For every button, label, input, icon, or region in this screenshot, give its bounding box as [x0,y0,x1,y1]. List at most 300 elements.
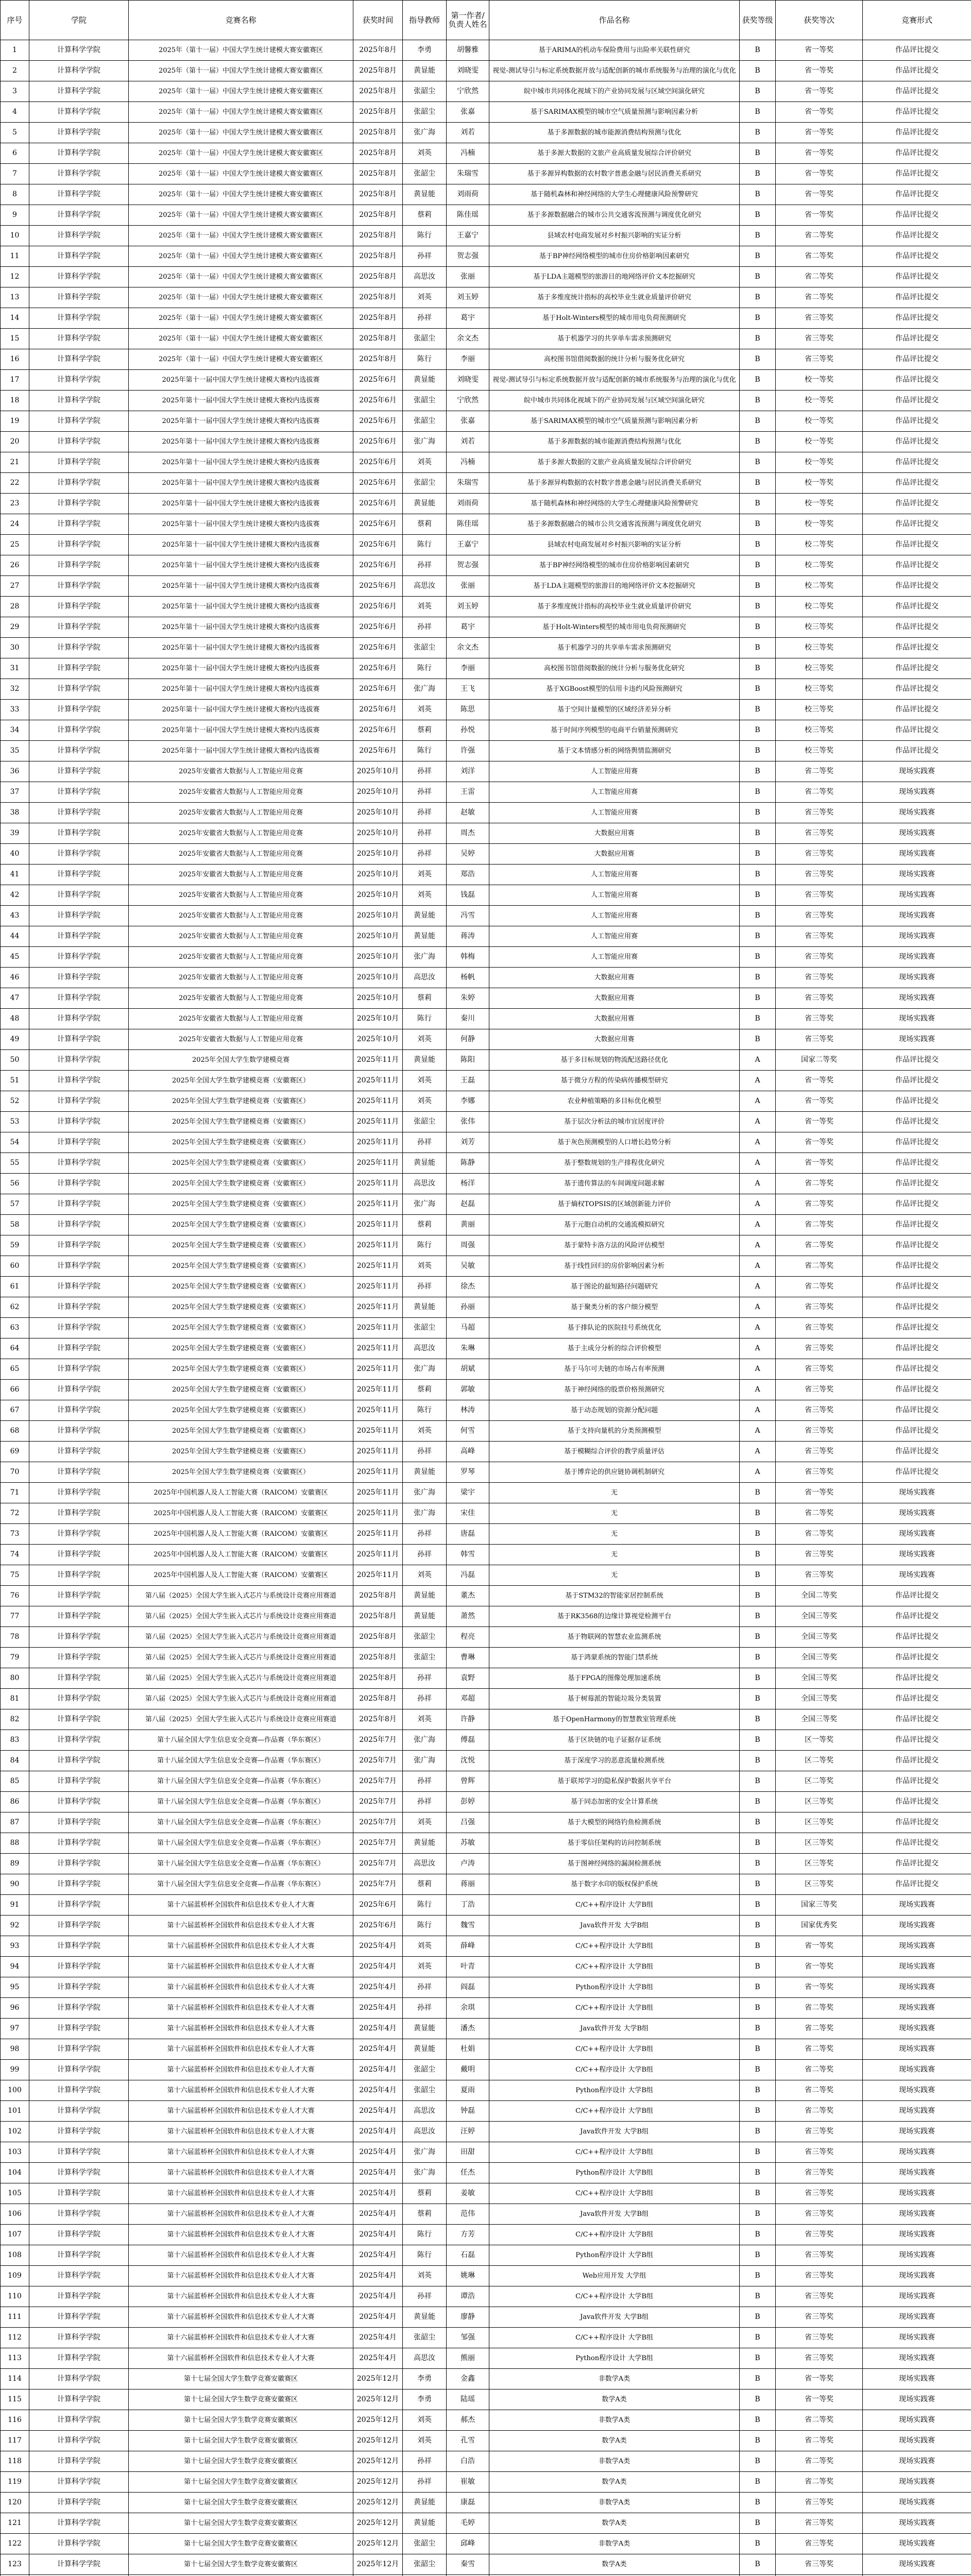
cell-advisor: 刘英 [403,143,447,164]
cell-index: 50 [1,1050,29,1071]
cell-advisor: 蔡莉 [403,2183,447,2204]
cell-college: 计算科学学院 [29,535,129,555]
table-row [1,143,971,164]
cell-award-level: B [740,617,776,638]
cell-award-date: 2025年8月 [353,102,403,123]
cell-award-rank: 校一等奖 [776,494,863,514]
cell-award-level: A [740,1235,776,1256]
cell-college: 计算科学学院 [29,2472,129,2493]
cell-award-rank: 省二等奖 [776,2431,863,2451]
cell-competition: 2025年第十一届中国大学生统计建模大赛校内选拔赛 [129,370,353,391]
cell-award-level: B [740,370,776,391]
cell-award-date: 2025年8月 [353,226,403,246]
cell-format: 现场实践赛 [863,2245,971,2266]
cell-college: 计算科学学院 [29,1421,129,1442]
cell-format: 作品评比提交 [863,597,971,617]
cell-college: 计算科学学院 [29,2493,129,2513]
cell-work-title: C/C++程序设计 大学B组 [489,1936,740,1957]
cell-format: 现场实践赛 [863,2142,971,2163]
cell-advisor: 孙祥 [403,2451,447,2472]
cell-competition: 2025年全国大学生数学建模竞赛（安徽赛区） [129,1091,353,1112]
cell-index: 108 [1,2245,29,2266]
cell-work-title: 大数据应用赛 [489,823,740,844]
cell-college: 计算科学学院 [29,2554,129,2575]
header-format: 竞赛形式 [863,1,971,40]
cell-work-title: 人工智能应用赛 [489,947,740,968]
cell-award-rank: 校三等奖 [776,679,863,700]
cell-index: 116 [1,2410,29,2431]
cell-college: 计算科学学院 [29,2225,129,2245]
cell-advisor: 刘英 [403,597,447,617]
cell-work-title: C/C++程序设计 大学B组 [489,2225,740,2245]
cell-competition: 第十六届蓝桥杯全国软件和信息技术专业人才大赛 [129,2266,353,2286]
cell-competition: 第十六届蓝桥杯全国软件和信息技术专业人才大赛 [129,2163,353,2183]
cell-index: 113 [1,2348,29,2369]
cell-work-title: C/C++程序设计 大学B组 [489,2328,740,2348]
cell-work-title: 基于主成分分析的综合评价模型 [489,1338,740,1359]
cell-work-title: C/C++程序设计 大学B组 [489,2101,740,2122]
cell-award-level: B [740,720,776,741]
cell-award-date: 2025年7月 [353,1771,403,1792]
cell-competition: 2025年第十一届中国大学生统计建模大赛校内选拔赛 [129,391,353,411]
cell-competition: 2025年（第十一届）中国大学生统计建模大赛安徽赛区 [129,226,353,246]
cell-advisor: 陈行 [403,658,447,679]
cell-format: 作品评比提交 [863,1668,971,1689]
cell-index: 91 [1,1895,29,1916]
cell-competition: 2025年安徽省大数据与人工智能应用竞赛 [129,1029,353,1050]
header-award-level: 获奖等级 [740,1,776,40]
cell-competition: 2025年第十一届中国大学生统计建模大赛校内选拔赛 [129,494,353,514]
cell-format: 作品评比提交 [863,184,971,205]
cell-format: 作品评比提交 [863,1277,971,1297]
cell-work-title: 基于灰色预测模型的人口增长趋势分析 [489,1132,740,1153]
cell-college: 计算科学学院 [29,2266,129,2286]
cell-college: 计算科学学院 [29,2307,129,2328]
cell-award-date: 2025年8月 [353,1606,403,1627]
cell-college: 计算科学学院 [29,2369,129,2389]
cell-index: 62 [1,1297,29,1318]
cell-format: 作品评比提交 [863,1071,971,1091]
cell-award-date: 2025年12月 [353,2534,403,2554]
cell-advisor: 刘英 [403,1957,447,1977]
cell-award-level: B [740,679,776,700]
table-row [1,2554,971,2575]
cell-competition: 第十八届全国大学生信息安全竞赛—作品赛（华东赛区） [129,1833,353,1854]
table-row [1,1359,971,1380]
cell-first-author: 赵磊 [447,1194,489,1215]
cell-award-date: 2025年10月 [353,823,403,844]
cell-competition: 第十七届全国大学生数学竞赛安徽赛区 [129,2410,353,2431]
header-index: 序号 [1,1,29,40]
table-row [1,555,971,576]
cell-award-rank: 省一等奖 [776,1483,863,1503]
cell-award-rank: 省一等奖 [776,61,863,81]
cell-college: 计算科学学院 [29,246,129,267]
cell-award-rank: 校一等奖 [776,452,863,473]
cell-competition: 2025年（第十一届）中国大学生统计建模大赛安徽赛区 [129,246,353,267]
cell-award-date: 2025年4月 [353,2348,403,2369]
cell-work-title: 基于神经网络的股票价格预测研究 [489,1380,740,1400]
cell-work-title: 基于Holt-Winters模型的城市用电负荷预测研究 [489,617,740,638]
cell-college: 计算科学学院 [29,1524,129,1545]
cell-award-level: B [740,184,776,205]
cell-competition: 2025年（第十一届）中国大学生统计建模大赛安徽赛区 [129,184,353,205]
table-row [1,102,971,123]
cell-work-title: Java软件开发 大学B组 [489,2204,740,2225]
cell-competition: 第八届（2025）全国大学生嵌入式芯片与系统设计竞赛应用赛道 [129,1668,353,1689]
cell-competition: 2025年安徽省大数据与人工智能应用竞赛 [129,988,353,1009]
cell-award-date: 2025年4月 [353,2060,403,2080]
cell-award-level: B [740,2554,776,2575]
cell-award-level: A [740,1215,776,1235]
cell-college: 计算科学学院 [29,720,129,741]
cell-award-rank: 省二等奖 [776,782,863,803]
cell-first-author: 刘若 [447,123,489,143]
cell-award-rank: 省一等奖 [776,102,863,123]
table-row [1,1215,971,1235]
cell-college: 计算科学学院 [29,2122,129,2142]
cell-college: 计算科学学院 [29,2183,129,2204]
cell-competition: 2025年第十一届中国大学生统计建模大赛校内选拔赛 [129,514,353,535]
cell-advisor: 刘英 [403,2410,447,2431]
cell-first-author: 唐磊 [447,1524,489,1545]
cell-advisor: 李勇 [403,40,447,61]
cell-work-title: 基于图神经网络的漏洞检测系统 [489,1854,740,1874]
cell-work-title: Java软件开发 大学B组 [489,1916,740,1936]
cell-format: 作品评比提交 [863,658,971,679]
cell-award-rank: 省一等奖 [776,1957,863,1977]
cell-award-rank: 省二等奖 [776,2410,863,2431]
cell-competition: 第十七届全国大学生数学竞赛安徽赛区 [129,2534,353,2554]
table-row [1,494,971,514]
cell-work-title: 基于时间序列模型的电商平台销量预测研究 [489,720,740,741]
cell-college: 计算科学学院 [29,1812,129,1833]
cell-college: 计算科学学院 [29,1029,129,1050]
cell-competition: 第十六届蓝桥杯全国软件和信息技术专业人才大赛 [129,2307,353,2328]
cell-award-date: 2025年12月 [353,2389,403,2410]
cell-index: 12 [1,267,29,287]
cell-award-rank: 全国三等奖 [776,1606,863,1627]
cell-index: 99 [1,2060,29,2080]
cell-award-rank: 省三等奖 [776,1442,863,1462]
cell-college: 计算科学学院 [29,1792,129,1812]
cell-award-level: A [740,1153,776,1174]
cell-college: 计算科学学院 [29,555,129,576]
cell-index: 109 [1,2266,29,2286]
cell-college: 计算科学学院 [29,1998,129,2019]
cell-advisor: 黄显能 [403,1606,447,1627]
cell-format: 作品评比提交 [863,1112,971,1132]
cell-format: 现场实践赛 [863,1565,971,1586]
table-row [1,720,971,741]
cell-first-author: 张嘉 [447,411,489,432]
cell-format: 现场实践赛 [863,2369,971,2389]
cell-index: 89 [1,1854,29,1874]
cell-award-rank: 区一等奖 [776,1730,863,1751]
cell-format: 现场实践赛 [863,1483,971,1503]
table-row [1,968,971,988]
cell-college: 计算科学学院 [29,1730,129,1751]
cell-index: 29 [1,617,29,638]
cell-college: 计算科学学院 [29,2101,129,2122]
cell-work-title: 非数学A类 [489,2534,740,2554]
cell-format: 现场实践赛 [863,2060,971,2080]
table-row [1,2122,971,2142]
cell-college: 计算科学学院 [29,2060,129,2080]
cell-advisor: 张广海 [403,123,447,143]
table-row [1,1565,971,1586]
cell-index: 7 [1,164,29,184]
cell-award-date: 2025年11月 [353,1400,403,1421]
cell-work-title: 基于区块链的电子证据存证系统 [489,1730,740,1751]
cell-format: 作品评比提交 [863,370,971,391]
table-row [1,267,971,287]
table-row [1,2328,971,2348]
cell-award-rank: 省二等奖 [776,2039,863,2060]
table-row [1,40,971,61]
cell-work-title: 基于随机森林和神经网络的大学生心理健康风险预警研究 [489,184,740,205]
cell-award-date: 2025年4月 [353,2183,403,2204]
cell-college: 计算科学学院 [29,1627,129,1648]
cell-competition: 2025年（第十一届）中国大学生统计建模大赛安徽赛区 [129,349,353,370]
cell-index: 45 [1,947,29,968]
cell-work-title: 数学A类 [489,2513,740,2534]
cell-format: 作品评比提交 [863,1730,971,1751]
table-row [1,1586,971,1606]
cell-first-author: 潘杰 [447,2019,489,2039]
cell-index: 81 [1,1689,29,1709]
cell-format: 作品评比提交 [863,1709,971,1730]
cell-award-level: B [740,2080,776,2101]
cell-college: 计算科学学院 [29,473,129,494]
cell-college: 计算科学学院 [29,926,129,947]
cell-first-author: 陈佳瑶 [447,514,489,535]
cell-award-rank: 省三等奖 [776,1462,863,1483]
cell-college: 计算科学学院 [29,1215,129,1235]
cell-advisor: 蔡莉 [403,1215,447,1235]
cell-award-level: A [740,1400,776,1421]
cell-award-rank: 省三等奖 [776,1338,863,1359]
cell-work-title: 大数据应用赛 [489,844,740,865]
cell-award-rank: 省三等奖 [776,2286,863,2307]
cell-award-date: 2025年8月 [353,329,403,349]
cell-award-date: 2025年10月 [353,844,403,865]
cell-advisor: 刘英 [403,885,447,906]
cell-index: 32 [1,679,29,700]
cell-competition: 第十六届蓝桥杯全国软件和信息技术专业人才大赛 [129,2039,353,2060]
cell-college: 计算科学学院 [29,40,129,61]
cell-advisor: 刘英 [403,1421,447,1442]
cell-college: 计算科学学院 [29,968,129,988]
table-row [1,782,971,803]
table-row [1,1545,971,1565]
table-row [1,1895,971,1916]
cell-index: 90 [1,1874,29,1895]
cell-award-date: 2025年10月 [353,761,403,782]
cell-award-date: 2025年7月 [353,1874,403,1895]
cell-award-rank: 省三等奖 [776,2163,863,2183]
cell-format: 作品评比提交 [863,1648,971,1668]
cell-award-date: 2025年11月 [353,1112,403,1132]
cell-award-level: B [740,205,776,226]
cell-award-date: 2025年11月 [353,1545,403,1565]
cell-award-level: B [740,2245,776,2266]
cell-competition: 2025年第十一届中国大学生统计建模大赛校内选拔赛 [129,720,353,741]
cell-award-date: 2025年8月 [353,349,403,370]
table-row [1,1442,971,1462]
cell-college: 计算科学学院 [29,1359,129,1380]
cell-advisor: 刘英 [403,287,447,308]
cell-award-level: B [740,2534,776,2554]
cell-advisor: 刘英 [403,1256,447,1277]
table-row [1,1709,971,1730]
table-row [1,452,971,473]
cell-competition: 2025年中国机器人及人工智能大赛（RAICOM）安徽赛区 [129,1483,353,1503]
table-row [1,1812,971,1833]
cell-award-date: 2025年4月 [353,2101,403,2122]
cell-work-title: Python程序设计 大学B组 [489,2348,740,2369]
cell-work-title: 基于XGBoost模型的信用卡违约风险预测研究 [489,679,740,700]
cell-index: 43 [1,906,29,926]
table-row [1,2431,971,2451]
cell-advisor: 刘英 [403,1812,447,1833]
cell-competition: 2025年（第十一届）中国大学生统计建模大赛安徽赛区 [129,143,353,164]
cell-format: 作品评比提交 [863,617,971,638]
cell-award-level: A [740,1297,776,1318]
cell-work-title: 皖中城市共同体化视域下的产业协同发展与区域空间演化研究 [489,81,740,102]
cell-award-rank: 省二等奖 [776,287,863,308]
cell-format: 作品评比提交 [863,741,971,761]
cell-first-author: 范伟 [447,2204,489,2225]
cell-format: 现场实践赛 [863,1936,971,1957]
cell-first-author: 白浩 [447,2451,489,2472]
table-row [1,865,971,885]
cell-format: 作品评比提交 [863,1194,971,1215]
cell-work-title: C/C++程序设计 大学B组 [489,1895,740,1916]
cell-advisor: 孙祥 [403,308,447,329]
cell-award-rank: 区三等奖 [776,1812,863,1833]
cell-index: 24 [1,514,29,535]
cell-work-title: C/C++程序设计 大学B组 [489,1957,740,1977]
cell-award-level: B [740,2060,776,2080]
cell-format: 现场实践赛 [863,844,971,865]
cell-award-rank: 全国三等奖 [776,1627,863,1648]
cell-award-rank: 省二等奖 [776,761,863,782]
table-row [1,246,971,267]
cell-award-level: A [740,1091,776,1112]
cell-college: 计算科学学院 [29,617,129,638]
cell-award-date: 2025年6月 [353,576,403,597]
cell-award-rank: 省三等奖 [776,2225,863,2245]
cell-index: 27 [1,576,29,597]
cell-award-rank: 省二等奖 [776,1215,863,1235]
cell-first-author: 彭婷 [447,1792,489,1812]
cell-advisor: 孙祥 [403,1545,447,1565]
cell-award-date: 2025年6月 [353,700,403,720]
cell-award-level: B [740,2266,776,2286]
cell-format: 作品评比提交 [863,1338,971,1359]
cell-work-title: 基于多维度统计指标的高校毕业生就业质量评价研究 [489,597,740,617]
cell-index: 57 [1,1194,29,1215]
cell-format: 作品评比提交 [863,123,971,143]
cell-first-author: 任杰 [447,2163,489,2183]
table-row [1,576,971,597]
cell-format: 作品评比提交 [863,308,971,329]
cell-format: 现场实践赛 [863,1009,971,1029]
cell-advisor: 高思汝 [403,1854,447,1874]
cell-index: 16 [1,349,29,370]
cell-competition: 2025年第十一届中国大学生统计建模大赛校内选拔赛 [129,576,353,597]
cell-award-date: 2025年6月 [353,720,403,741]
cell-work-title: 人工智能应用赛 [489,885,740,906]
cell-first-author: 曹琳 [447,1648,489,1668]
cell-index: 65 [1,1359,29,1380]
cell-format: 作品评比提交 [863,1174,971,1194]
table-row [1,2142,971,2163]
cell-college: 计算科学学院 [29,123,129,143]
cell-college: 计算科学学院 [29,1545,129,1565]
cell-index: 76 [1,1586,29,1606]
cell-work-title: 无 [489,1483,740,1503]
cell-award-date: 2025年11月 [353,1071,403,1091]
cell-award-date: 2025年10月 [353,988,403,1009]
cell-award-level: B [740,391,776,411]
cell-award-level: B [740,968,776,988]
table-row [1,535,971,555]
cell-competition: 第十六届蓝桥杯全国软件和信息技术专业人才大赛 [129,2142,353,2163]
cell-format: 作品评比提交 [863,287,971,308]
cell-award-rank: 省一等奖 [776,1153,863,1174]
cell-college: 计算科学学院 [29,1009,129,1029]
cell-first-author: 郑浩 [447,865,489,885]
cell-work-title: 基于STM32的智能家居控制系统 [489,1586,740,1606]
cell-competition: 第十六届蓝桥杯全国软件和信息技术专业人才大赛 [129,2183,353,2204]
cell-advisor: 黄显能 [403,370,447,391]
cell-first-author: 邱峰 [447,2534,489,2554]
cell-work-title: 数学A类 [489,2472,740,2493]
cell-advisor: 孙祥 [403,1277,447,1297]
cell-format: 现场实践赛 [863,2307,971,2328]
cell-award-rank: 省三等奖 [776,308,863,329]
cell-competition: 第十六届蓝桥杯全国软件和信息技术专业人才大赛 [129,1936,353,1957]
cell-competition: 第八届（2025）全国大学生嵌入式芯片与系统设计竞赛应用赛道 [129,1586,353,1606]
cell-first-author: 刘芳 [447,1132,489,1153]
cell-index: 74 [1,1545,29,1565]
cell-index: 47 [1,988,29,1009]
cell-format: 作品评比提交 [863,1874,971,1895]
cell-first-author: 杜娟 [447,2039,489,2060]
cell-format: 现场实践赛 [863,2266,971,2286]
cell-competition: 2025年第十一届中国大学生统计建模大赛校内选拔赛 [129,452,353,473]
table-row [1,370,971,391]
cell-competition: 2025年安徽省大数据与人工智能应用竞赛 [129,926,353,947]
cell-award-date: 2025年11月 [353,1194,403,1215]
cell-format: 现场实践赛 [863,2328,971,2348]
cell-award-level: B [740,803,776,823]
cell-competition: 第十七届全国大学生数学竞赛安徽赛区 [129,2493,353,2513]
cell-college: 计算科学学院 [29,102,129,123]
cell-award-level: A [740,1071,776,1091]
cell-first-author: 吴敏 [447,1256,489,1277]
cell-index: 82 [1,1709,29,1730]
cell-college: 计算科学学院 [29,1874,129,1895]
cell-index: 54 [1,1132,29,1153]
table-row [1,2389,971,2410]
cell-advisor: 黄显能 [403,2513,447,2534]
cell-index: 122 [1,2534,29,2554]
cell-advisor: 陈行 [403,741,447,761]
cell-first-author: 金鑫 [447,2369,489,2389]
